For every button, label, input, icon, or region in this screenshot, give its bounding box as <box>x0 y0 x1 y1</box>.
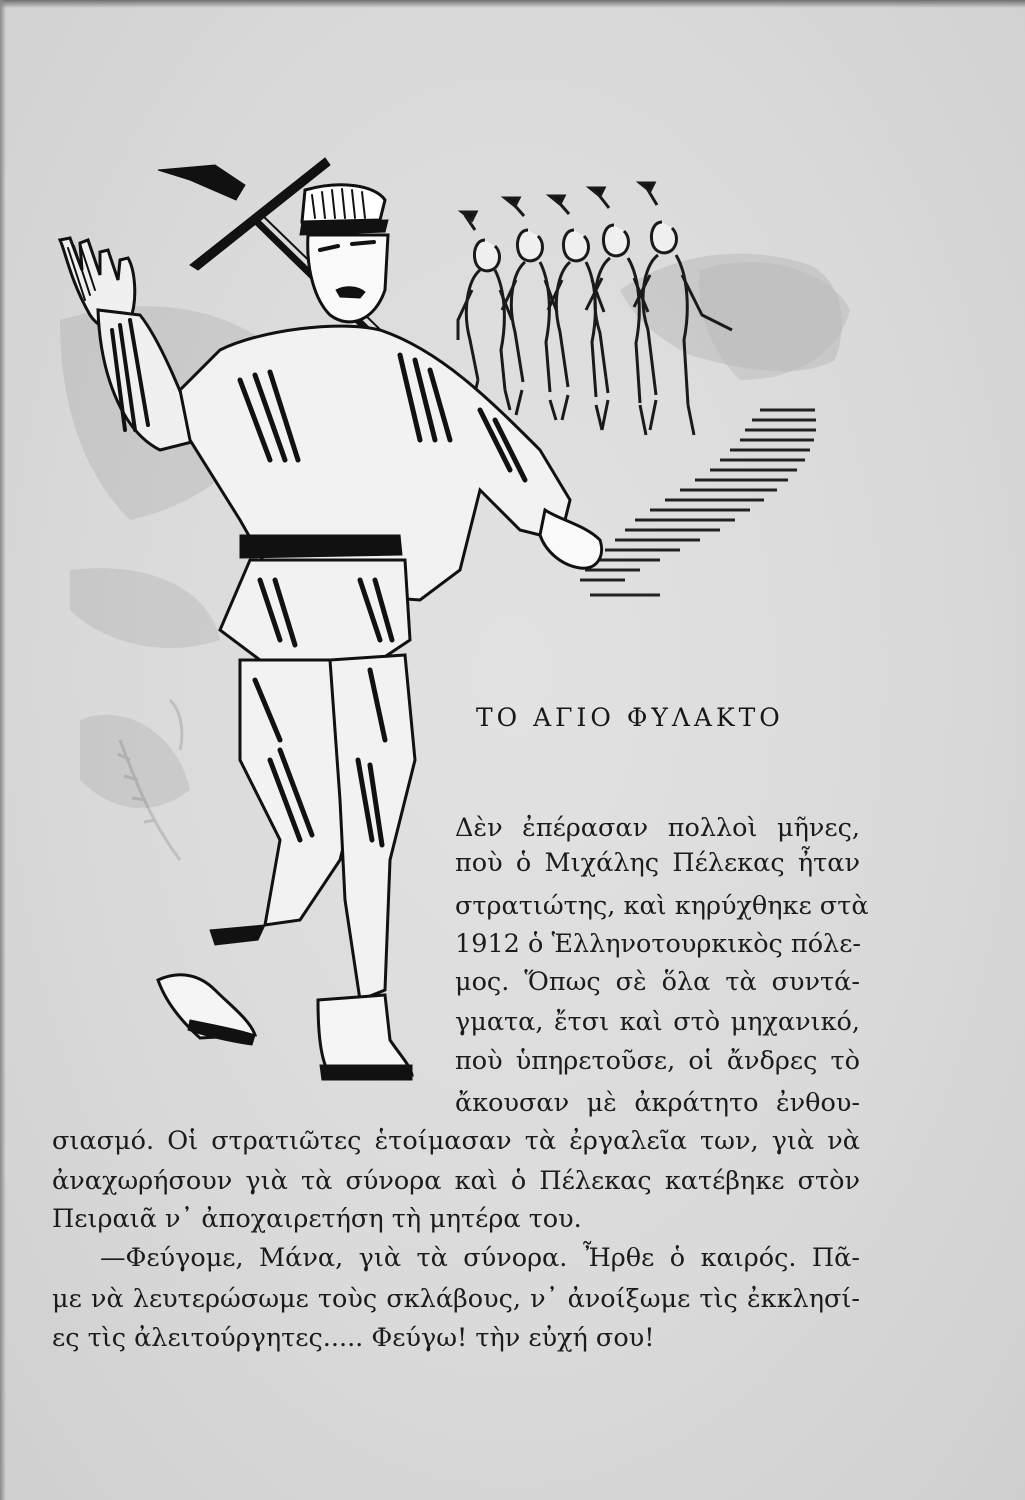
text-line: στρατιώτης, καὶ κηρύχθηκε στὰ <box>455 891 869 921</box>
text-line: σιασμό. Οἱ στρατιῶτες ἑτοίμασαν τὰ ἐργαλεῖα των, γιὰ νὰ <box>52 1126 860 1156</box>
text-line: 1912 ὁ Ἑλληνοτουρκικὸς πόλε- <box>455 929 862 959</box>
text-line: ποὺ ὑπηρετοῦσε, οἱ ἄνδρες τὸ <box>455 1046 860 1076</box>
chapter-title: ΤΟ ΑΓΙΟ ΦΥΛΑΚΤΟ <box>476 703 784 732</box>
text-line: γματα, ἔτσι καὶ στὸ μηχανικό, <box>455 1007 860 1037</box>
text-line: Δὲν ἐπέρασαν πολλοὶ μῆνες, <box>455 813 860 843</box>
text-line: με νὰ λευτερώσωμε τοὺς σκλάβους, ν᾿ ἀνοίξωμε τὶς ἐκκλησί- <box>52 1284 860 1314</box>
page-top-edge <box>0 0 1025 8</box>
text-line: μος. Ὅπως σὲ ὅλα τὰ συντά- <box>455 967 860 997</box>
text-line: ποὺ ὁ Μιχάλης Πέλεκας ἦταν <box>455 848 860 878</box>
hill <box>580 254 842 595</box>
text-line: ες τὶς ἀλειτούργητες..... Φεύγω! τὴν εὐχή σου! <box>52 1323 655 1353</box>
text-line: Πειραιᾶ ν᾿ ἀποχαιρετήση τὴ μητέρα του. <box>52 1204 582 1234</box>
text-line: ἀναχωρήσουν γιὰ τὰ σύνορα καὶ ὁ Πέλεκας κατέβηκε στὸν <box>52 1166 860 1196</box>
text-line: —Φεύγομε, Μάνα, γιὰ τὰ σύνορα. Ἦρθε ὁ καιρός. Πᾶ- <box>100 1243 860 1273</box>
text-line: ἄκουσαν μὲ ἀκράτητο ἐνθου- <box>455 1088 860 1118</box>
page-left-edge <box>0 0 6 1500</box>
